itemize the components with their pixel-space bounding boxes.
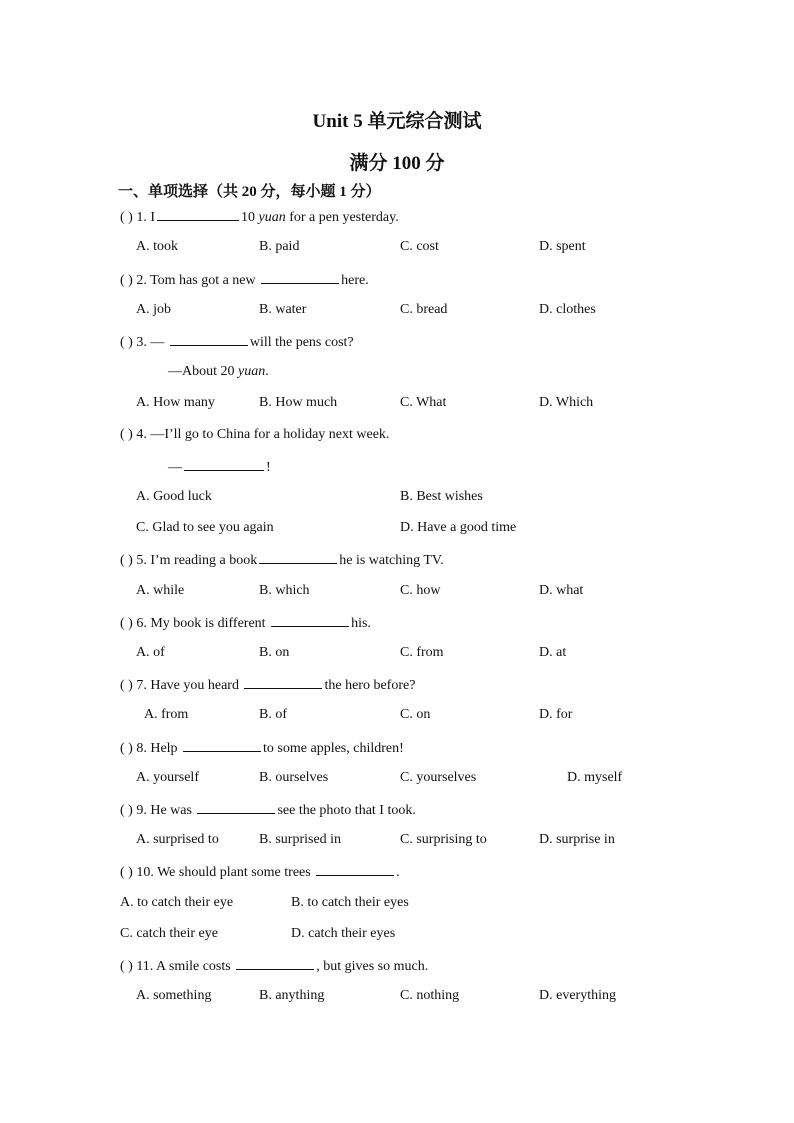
total-score: 满分 100 分 (349, 153, 445, 174)
question-3-reply: —About 20 yuan. (168, 364, 269, 379)
option-b: B. surprised in (259, 832, 342, 847)
option-d: D. everything (539, 988, 616, 1003)
answer-paren: ( ) (120, 959, 133, 974)
answer-blank (184, 458, 264, 471)
option-b: B. How much (259, 395, 338, 410)
option-d: D. Which (539, 395, 594, 410)
question-4-reply: — ! (168, 460, 271, 475)
question-5: ( ) 5. I’m reading a book he is watching TV. (120, 553, 444, 568)
answer-paren: ( ) (120, 335, 133, 350)
question-10: ( ) 10. We should plant some trees . (120, 865, 400, 880)
question-11: ( ) 11. A smile costs , but gives so much. (120, 959, 429, 974)
option-c: C. bread (400, 302, 448, 317)
option-c: C. from (400, 645, 444, 660)
question-8: ( ) 8. Help to some apples, children! (120, 741, 404, 756)
question-2: ( ) 2. Tom has got a new here. (120, 273, 369, 288)
option-a: A. something (136, 988, 212, 1003)
option-c: C. catch their eye (120, 926, 218, 941)
answer-paren: ( ) (120, 210, 133, 225)
page-title: Unit 5 单元综合测试 (312, 111, 482, 132)
question-3: ( ) 3. — will the pens cost? (120, 335, 354, 350)
option-a: A. How many (136, 395, 215, 410)
answer-blank (183, 739, 261, 752)
option-b: B. ourselves (259, 770, 329, 785)
option-c: C. how (400, 583, 441, 598)
option-d: D. catch their eyes (291, 926, 396, 941)
option-d: D. Have a good time (400, 520, 517, 535)
section-heading: 一、单项选择（共 20 分，每小题 1 分） (118, 184, 381, 200)
answer-paren: ( ) (120, 865, 133, 880)
option-b: B. on (259, 645, 290, 660)
answer-paren: ( ) (120, 803, 133, 818)
option-b: B. of (259, 707, 287, 722)
option-a: A. while (136, 583, 185, 598)
question-6: ( ) 6. My book is different his. (120, 616, 371, 631)
answer-blank (244, 676, 322, 689)
option-a: A. job (136, 302, 171, 317)
answer-paren: ( ) (120, 273, 133, 288)
answer-blank (259, 551, 337, 564)
option-d: D. at (539, 645, 567, 660)
answer-paren: ( ) (120, 741, 133, 756)
option-d: D. what (539, 583, 584, 598)
answer-blank (261, 271, 339, 284)
option-c: C. Glad to see you again (136, 520, 274, 535)
option-d: D. myself (567, 770, 623, 785)
option-a: A. took (136, 239, 178, 254)
question-9: ( ) 9. He was see the photo that I took. (120, 803, 416, 818)
question-1: ( ) 1. I 10 yuan for a pen yesterday. (120, 210, 399, 225)
question-4: ( ) 4. —I’ll go to China for a holiday next week. (120, 427, 390, 442)
option-c: C. cost (400, 239, 439, 254)
answer-blank (197, 801, 275, 814)
option-a: A. from (144, 707, 189, 722)
option-c: C. yourselves (400, 770, 477, 785)
option-d: D. clothes (539, 302, 596, 317)
option-c: C. surprising to (400, 832, 487, 847)
option-b: B. to catch their eyes (291, 895, 409, 910)
answer-blank (157, 208, 239, 221)
option-d: D. surprise in (539, 832, 615, 847)
option-a: A. surprised to (136, 832, 219, 847)
option-d: D. for (539, 707, 573, 722)
option-b: B. anything (259, 988, 325, 1003)
answer-paren: ( ) (120, 678, 133, 693)
option-b: B. paid (259, 239, 300, 254)
answer-blank (236, 957, 314, 970)
answer-blank (271, 614, 349, 627)
option-d: D. spent (539, 239, 586, 254)
answer-blank (170, 333, 248, 346)
question-7: ( ) 7. Have you heard the hero before? (120, 678, 416, 693)
option-a: A. yourself (136, 770, 199, 785)
option-c: C. What (400, 395, 447, 410)
option-a: A. of (136, 645, 165, 660)
option-b: B. Best wishes (400, 489, 483, 504)
answer-paren: ( ) (120, 553, 133, 568)
option-c: C. nothing (400, 988, 460, 1003)
answer-paren: ( ) (120, 616, 133, 631)
option-a: A. Good luck (136, 489, 212, 504)
option-a: A. to catch their eye (120, 895, 234, 910)
answer-blank (316, 863, 394, 876)
answer-paren: ( ) (120, 427, 133, 442)
option-c: C. on (400, 707, 431, 722)
option-b: B. which (259, 583, 310, 598)
option-b: B. water (259, 302, 307, 317)
